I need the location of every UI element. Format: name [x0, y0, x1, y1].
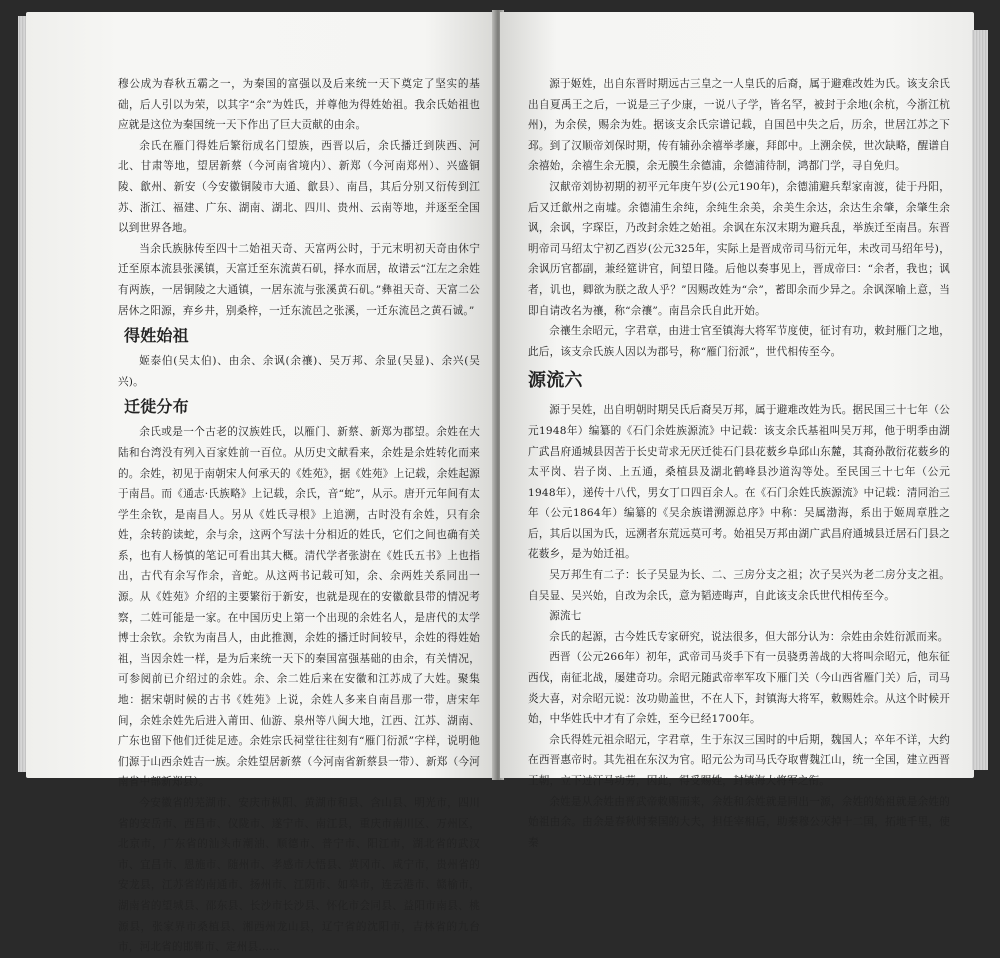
right-paragraph: 佘氏的起源，古今姓氏专家研究，说法很多，但大部分认为：佘姓由余姓衍派而来。	[549, 630, 949, 643]
left-page-text	[118, 74, 480, 958]
right-paragraph: 佘氏得姓元祖佘昭元，字君章，生于东汉三国时的中后期，魏国人；卒年不详，大约在西晋惠帝时。其先祖在东汉为官。昭元公为司马氏夺取曹魏江山，统一全国，建立西晋王朝，立下过汗马功劳，因此，得受赐姓，封镇海大将军之衔。	[528, 733, 950, 787]
right-paragraph: 源于吴姓，出自明朝时期吴氏后裔吴万邦，属于避难改姓为氏。据民国三十七年（公元1948年）编纂的《石门余姓族源流》中记载：该支余氏基祖叫吴万邦，他于明季由湖广武昌府通城县因苦于长史苛求无厌迁徙石门县花薮乡阜邱山东麓，其裔孙散衍花薮乡的太平岗、岩子岗、上五通，桑植县及湖北鹤峰县沙道沟等处。至民国三十七年（公元1948年），递传十八代，男女丁口四百余人。在《石门余姓氏族源流》中记载：清同治三年（公元1864年）编纂的《吴余族谱溯源总序》中称：吴属渤海，系出于姬周章胜之后，其后以国为氏，远溯者东荒远莫可考。始祖吴万邦由湖广武昌府通城县迁居石门县之花薮乡，是为始迁祖。	[528, 404, 950, 561]
right-page-edges	[972, 30, 988, 770]
right-paragraph: 西晋（公元266年）初年，武帝司马炎手下有一员骁勇善战的大将叫佘昭元，他东征西伐，南征北战，屡建奇功。佘昭元随武帝率军攻下雁门关（今山西省雁门关）后，司马炎大喜，对佘昭元说：汝功勋盖世，不在人下，封镇海大将军，敕赐姓佘。从这个时候开始，中华姓氏中才有了佘姓，至今已经1700年。	[528, 651, 950, 726]
ancestor-list: 姬泰伯(吴太伯)、由余、余讽(余禳)、吴万邦、余显(吴显)、余兴(吴兴)。	[118, 355, 480, 388]
left-paragraph: 余氏在雁门得姓后繁衍成名门望族，西晋以后，余氏播迁到陕西、河北、甘肃等地，望居新蔡（今河南省境内）、新郑（今河南郑州）、兴盛铜陵、歙州、新安（今安徽铜陵市大通、歙县）、南昌，其后分别又衍传到江苏、浙江、福建、广东、湖南、湖北、四川、贵州、云南等地，并逐至全国以到世界各地。	[118, 139, 480, 235]
left-paragraph: 穆公成为春秋五霸之一，为秦国的富强以及后来统一天下奠定了坚实的基础，后人引以为荣，以其字“余”为姓氏，并尊他为得姓始祖。我余氏始祖也应就是这位为秦国统一天下作出了巨大贡献的由余。	[118, 78, 480, 132]
section-heading-source6: 源流六	[528, 370, 583, 392]
right-paragraph: 源于姬姓，出自东晋时期远古三皇之一人皇氏的后裔，属于避难改姓为氏。该支余氏出自夏禹王之后，一说是三子少康，一说八子学，皆名罕，被封于余地(余杭，今浙江杭州)，为余侯，赐余为姓。据该支余氏宗谱记载，自国邑中失之后，历余，世居江苏之下邳。到了汉顺帝刘保时期，传有辅孙余禧举孝廉，拜郎中。上溯余侯，世次缺略，醒谱自余禧始，余禧生余无膜，余无膜生余德浦，余德浦待制，鸿都门学，寻自免归。	[528, 78, 950, 173]
section-heading-ancestor: 得姓始祖	[124, 326, 189, 346]
right-page	[500, 12, 974, 849]
left-paragraph: 当余氏族脉传至四十二始祖天奇、天富两公时，于元末明初天奇由休宁迁至原本流县张溪镇，天富迁至东流黄石矶，择水而居，故谱云“江左之余姓有两族，一居铜陵之大通镇，一居东流与张溪黄石矶。”彝祖天奇、天富二公居休之阳源，弃乡井，别桑梓，一迁东流邑之张溪，一迁东流邑之黄石诚。”	[118, 242, 480, 317]
right-paragraph: 吴万邦生有二子：长子吴显为长、二、三房分支之祖；次子吴兴为老二房分支之祖。自吴显、吴兴始，自改为余氏，意为韬迹晦声，自此该支余氏世代相传至今。	[528, 569, 950, 602]
right-paragraph: 佘禳生余昭元，字君章，由进士官至镇海大将军节度使，征讨有功，敕封雁门之地，此后，该支佘氏族人因以为郡号，称“雁门衍派”，世代相传至今。	[528, 325, 950, 358]
left-paragraph: 今安徽省的芜湖市、安庆市枞阳、黄湖市和县、含山县、明光市，四川省的安岳市、西昌市、仪陇市、遂宁市、南江县，重庆市南川区、万州区，北京市，广东省的汕头市潮油、顺德市、普宁市、阳江市，湖北省的武汉市、宜昌市、恩施市、随州市、孝感市大悟县、黄冈市、咸宁市，贵州省的安龙县，江苏省的南通市、扬州市、江阴市、如皋市，连云港市、赣榆市，湖南省的望城县、邵东县、长沙市长沙县、怀化市会同县、益阳市南县、桃源县，张家界市桑植县、湘西州龙山县，辽宁省的沈阳市，吉林省的九台市，河北省的邯郸市、定州县……	[118, 797, 480, 954]
right-paragraph: 余姓是从余姓由晋武帝敕赐而来，佘姓和余姓就是同出一源，佘姓的始祖就是余姓的始祖由余。由余是春秋时秦国的大夫，担任宰相后，助秦穆公灭掉十二国，拓地千里，使秦	[528, 795, 950, 849]
subheading-source7: 源流七	[549, 610, 582, 623]
right-page-text	[528, 74, 950, 853]
section-heading-migration: 迁徙分布	[124, 397, 189, 417]
left-paragraph: 余氏或是一个古老的汉族姓氏，以雁门、新蔡、新郑为郡望。余姓在大陆和台湾没有列入百家姓前一百位。从历史文献看来，余姓是余姓转化而来的。余姓，初见于南朝宋人何承天的《姓苑》，据《姓苑》上记载，余姓起源于南昌。而《通志·氏族略》上记载，余氏，音“蛇”，从示。唐开元年间有太学生余钦，是南昌人。另从《姓氏寻根》上追溯，古时没有余姓，只有余姓，余转韵读蛇，余与余，这两个写法十分相近的姓氏，它们之间也确有关系，也有人杨慎的笔记可看出其大概。清代学者张澍在《姓氏五书》上也指出，古代有余写作余，音蛇。从这两书记载可知，余、余两姓关系同出一源。从《姓苑》介绍的主要繁衍于新安，也就是现在的安徽歙县带的情况考察，二姓可能是一家。在中国历史上第一个出现的余姓名人，是唐代的太学博士余钦。余钦为南昌人，由此推测，余姓的播迁时间较早，余姓的得姓始祖，当因余姓一样，是为后来统一天下的秦国富强基础的由余，有关情况，可参阅前已介绍过的余姓。余、余二姓后来在安徽和江苏成了大姓。聚集地：据宋朝时候的古书《姓苑》上说，余姓人多来自南昌那一带，唐宋年间，余姓余姓先后进入莆田、仙游、泉州等八闽大地，江西、江苏、湖南、广东也留下他们迁徙足迹。余姓宗氏祠堂往往刻有“雁门衍派”字样，说明他们源于山西余姓吉一族。余姓望居新蔡（今河南省新蔡县一带）、新郑（今河南省中部新郑县）。	[118, 426, 480, 789]
right-paragraph: 汉献帝刘协初期的初平元年庚午岁(公元190年)，余德浦避兵犁家南渡，徒于丹阳，后又迁歙州之南墟。余德浦生余纯，余纯生余美，余美生余达，余达生余肇，余肇生余讽，余讽，字琛臣，乃改封余姓之始祖。余讽在东汉末期为避兵乱，举族迁至南昌。东晋明帝司马绍太宁初乙酉岁(公元325年，实际上是晋成帝司马衍元年，未改司马绍年号)，余讽历官都副，兼经筵讲官，间望日隆。后他以奏事见上，晋成帝曰：“余者，我也；讽者，讥也，卿欲为朕之敌人乎？”因赐改姓为“佘”，蓄即余而少异之。余讽深喻上意，当即自请改名为禳，称“佘禳”。南昌佘氏自此开始。	[528, 180, 950, 317]
left-page	[26, 12, 496, 954]
